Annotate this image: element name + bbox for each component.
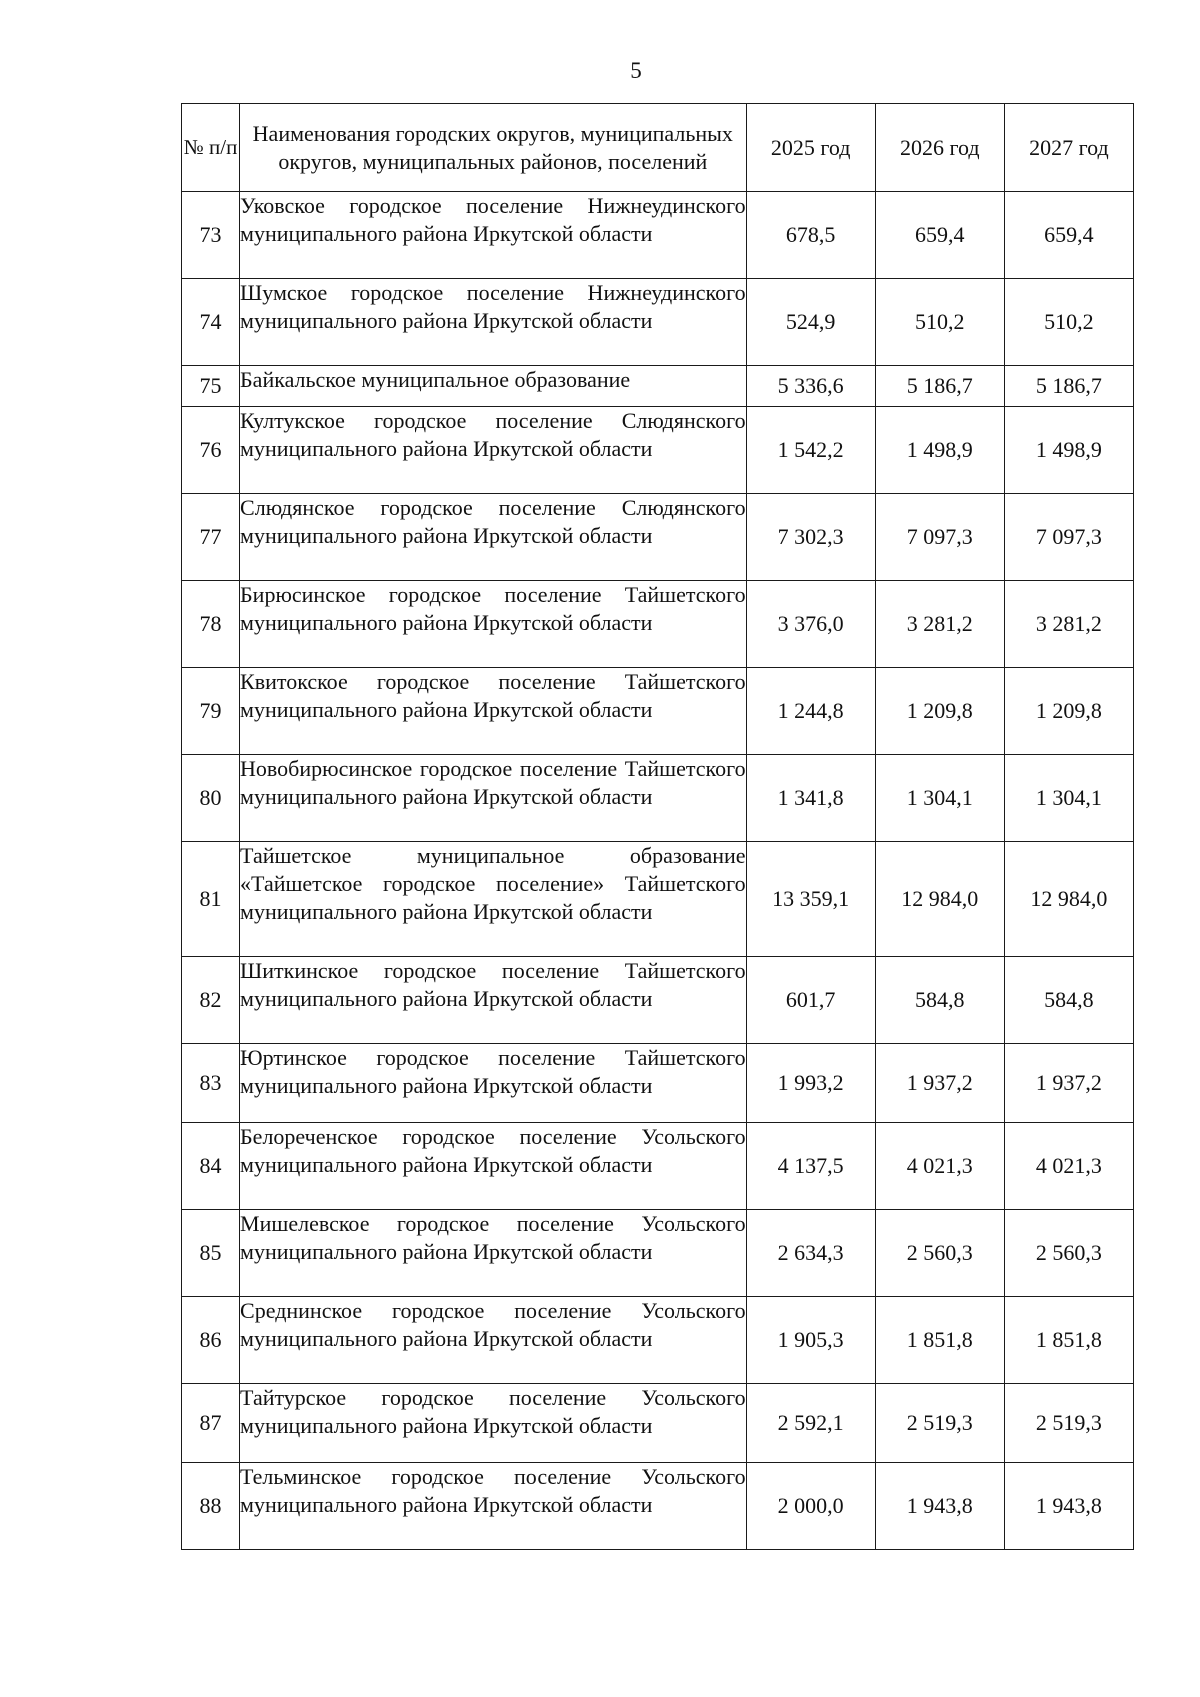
value-2025: 678,5 [746, 192, 875, 279]
row-name: Шумское городское поселение Нижнеудинского муниципального района Иркутской области [240, 279, 747, 366]
value-2027: 4 021,3 [1004, 1123, 1133, 1210]
table-row [182, 1210, 1134, 1297]
value-2026: 5 186,7 [875, 366, 1004, 407]
row-number: 86 [182, 1297, 240, 1384]
row-name: Култукское городское поселение Слюдянского муниципального района Иркутской области [240, 407, 747, 494]
value-2025: 2 592,1 [746, 1384, 875, 1463]
row-name: Байкальское муниципальное образование [240, 366, 747, 407]
row-name: Юртинское городское поселение Тайшетского муниципального района Иркутской области [240, 1044, 747, 1123]
table-row [182, 494, 1134, 581]
table-row [182, 279, 1134, 366]
row-number: 85 [182, 1210, 240, 1297]
value-2026: 4 021,3 [875, 1123, 1004, 1210]
row-number: 78 [182, 581, 240, 668]
value-2025: 2 000,0 [746, 1463, 875, 1550]
value-2026: 1 304,1 [875, 755, 1004, 842]
value-2027: 1 851,8 [1004, 1297, 1133, 1384]
row-number: 75 [182, 366, 240, 407]
header-year-2026: 2026 год [875, 104, 1004, 192]
value-2026: 510,2 [875, 279, 1004, 366]
value-2025: 524,9 [746, 279, 875, 366]
table-row [182, 1123, 1134, 1210]
header-year-2027: 2027 год [1004, 104, 1133, 192]
value-2025: 1 244,8 [746, 668, 875, 755]
value-2025: 3 376,0 [746, 581, 875, 668]
header-year-2025: 2025 год [746, 104, 875, 192]
value-2027: 1 937,2 [1004, 1044, 1133, 1123]
value-2027: 2 560,3 [1004, 1210, 1133, 1297]
table-row [182, 1463, 1134, 1550]
value-2027: 5 186,7 [1004, 366, 1133, 407]
value-2026: 3 281,2 [875, 581, 1004, 668]
value-2025: 13 359,1 [746, 842, 875, 957]
row-name: Квитокское городское поселение Тайшетского муниципального района Иркутской области [240, 668, 747, 755]
table-row [182, 755, 1134, 842]
value-2026: 584,8 [875, 957, 1004, 1044]
header-name: Наименования городских округов, муниципальных округов, муниципальных районов, поселений [240, 104, 747, 192]
row-name: Среднинское городское поселение Усольского муниципального района Иркутской области [240, 1297, 747, 1384]
table-row [182, 1044, 1134, 1123]
budget-table [181, 103, 1134, 1550]
row-name: Уковское городское поселение Нижнеудинского муниципального района Иркутской области [240, 192, 747, 279]
page-number: 5 [630, 58, 642, 83]
value-2026: 2 560,3 [875, 1210, 1004, 1297]
row-name: Бирюсинское городское поселение Тайшетского муниципального района Иркутской области [240, 581, 747, 668]
row-number: 87 [182, 1384, 240, 1463]
value-2025: 1 905,3 [746, 1297, 875, 1384]
table-row [182, 842, 1134, 957]
row-name: Тельминское городское поселение Усольского муниципального района Иркутской области [240, 1463, 747, 1550]
row-number: 73 [182, 192, 240, 279]
value-2027: 659,4 [1004, 192, 1133, 279]
table-row [182, 1384, 1134, 1463]
value-2026: 1 943,8 [875, 1463, 1004, 1550]
value-2027: 2 519,3 [1004, 1384, 1133, 1463]
value-2027: 1 304,1 [1004, 755, 1133, 842]
value-2027: 510,2 [1004, 279, 1133, 366]
value-2025: 601,7 [746, 957, 875, 1044]
row-number: 82 [182, 957, 240, 1044]
value-2027: 1 209,8 [1004, 668, 1133, 755]
value-2026: 659,4 [875, 192, 1004, 279]
value-2025: 1 542,2 [746, 407, 875, 494]
value-2026: 7 097,3 [875, 494, 1004, 581]
row-name: Тайтурское городское поселение Усольского муниципального района Иркутской области [240, 1384, 747, 1463]
value-2027: 1 498,9 [1004, 407, 1133, 494]
value-2026: 1 937,2 [875, 1044, 1004, 1123]
row-name: Новобирюсинское городское поселение Тайшетского муниципального района Иркутской области [240, 755, 747, 842]
row-number: 80 [182, 755, 240, 842]
row-number: 81 [182, 842, 240, 957]
value-2025: 7 302,3 [746, 494, 875, 581]
value-2027: 584,8 [1004, 957, 1133, 1044]
row-name: Шиткинское городское поселение Тайшетского муниципального района Иркутской области [240, 957, 747, 1044]
table-row [182, 192, 1134, 279]
row-number: 83 [182, 1044, 240, 1123]
value-2025: 1 993,2 [746, 1044, 875, 1123]
table-row [182, 581, 1134, 668]
table-row [182, 957, 1134, 1044]
value-2026: 12 984,0 [875, 842, 1004, 957]
table-row [182, 1297, 1134, 1384]
row-number: 84 [182, 1123, 240, 1210]
row-name: Мишелевское городское поселение Усольского муниципального района Иркутской области [240, 1210, 747, 1297]
row-name: Белореченское городское поселение Усольского муниципального района Иркутской области [240, 1123, 747, 1210]
value-2026: 2 519,3 [875, 1384, 1004, 1463]
value-2025: 2 634,3 [746, 1210, 875, 1297]
value-2025: 5 336,6 [746, 366, 875, 407]
value-2027: 12 984,0 [1004, 842, 1133, 957]
row-name: Тайшетское муниципальное образование «Тайшетское городское поселение» Тайшетского муниципального района Иркутской области [240, 842, 747, 957]
row-number: 74 [182, 279, 240, 366]
value-2026: 1 851,8 [875, 1297, 1004, 1384]
row-name: Слюдянское городское поселение Слюдянского муниципального района Иркутской области [240, 494, 747, 581]
value-2027: 7 097,3 [1004, 494, 1133, 581]
value-2025: 4 137,5 [746, 1123, 875, 1210]
row-number: 77 [182, 494, 240, 581]
row-number: 88 [182, 1463, 240, 1550]
value-2027: 3 281,2 [1004, 581, 1133, 668]
value-2026: 1 498,9 [875, 407, 1004, 494]
value-2025: 1 341,8 [746, 755, 875, 842]
table-header-row [182, 104, 1134, 192]
row-number: 79 [182, 668, 240, 755]
value-2027: 1 943,8 [1004, 1463, 1133, 1550]
header-row-number: № п/п [182, 104, 240, 192]
table-body [182, 192, 1134, 1550]
table-row [182, 366, 1134, 407]
table-row [182, 407, 1134, 494]
value-2026: 1 209,8 [875, 668, 1004, 755]
row-number: 76 [182, 407, 240, 494]
table-row [182, 668, 1134, 755]
